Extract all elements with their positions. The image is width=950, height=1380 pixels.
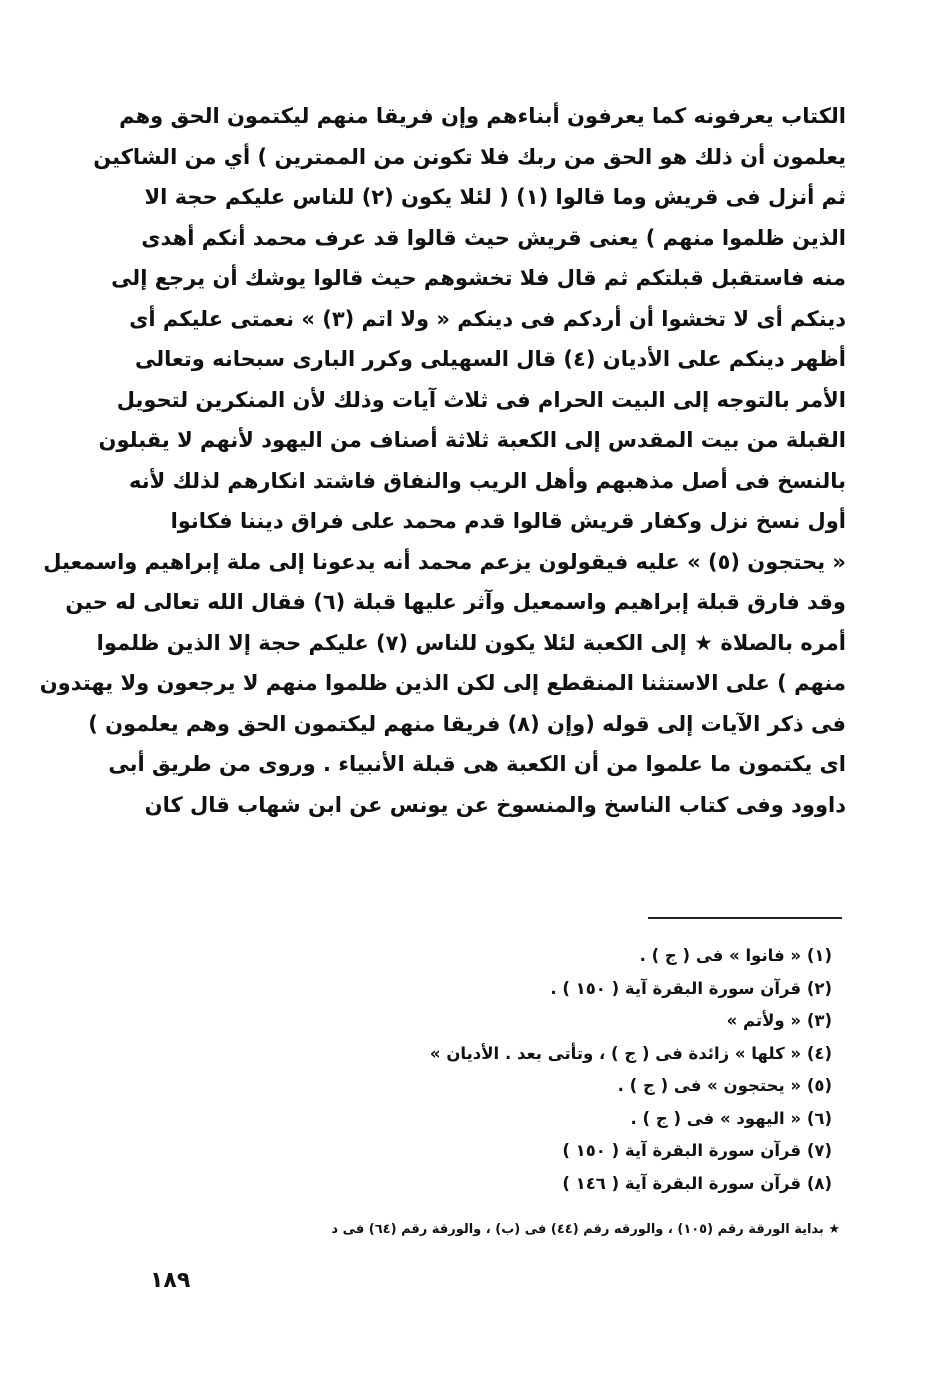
footnote: (١) « فانوا » فى ( ج ) .	[639, 946, 832, 965]
page-number: ١٨٩	[150, 1268, 191, 1293]
text-line: منه فاستقبل قبلتكم ثم قال فلا تخشوهم حيث قالوا يوشك أن يرجع إلى	[111, 266, 846, 290]
text-line: الذين ظلموا منهم ) يعنى قريش حيث قالوا قد عرف محمد أنكم أهدى	[141, 225, 846, 250]
footnote-divider	[648, 917, 842, 919]
footnote: (٧) قرآن سورة البقرة آية ( ١٥٠ )	[562, 1141, 832, 1160]
manuscript-folio-note: ★ بداية الورقة رقم (١٠٥) ، والورقه رقم (٤٤) فى (ب) ، والورقة رقم (٦٤) فى د	[331, 1222, 840, 1237]
main-text-block	[39, 96, 846, 825]
text-line: الأمر بالتوجه إلى البيت الحرام فى ثلاث آيات وذلك لأن المنكرين لتحويل	[116, 387, 846, 412]
text-line: دينكم أى لا تخشوا أن أردكم فى دينكم « ولا اتم (٣) » نعمتى عليكم أى	[129, 306, 846, 331]
footnote: (٨) قرآن سورة البقرة آية ( ١٤٦ )	[562, 1173, 832, 1193]
footnote: (٣) « ولأتم »	[726, 1011, 832, 1030]
text-line: بالنسخ فى أصل مذهبهم وأهل الريب والنفاق فاشتد انكارهم لذلك لأنه	[129, 468, 846, 493]
text-line: الكتاب يعرفونه كما يعرفون أبناءهم وإن فريقا منهم ليكتمون الحق وهم	[119, 104, 846, 128]
text-line: فى ذكر الآيات إلى قوله (وإن (٨) فريقا منهم ليكتمون الحق وهم يعلمون )	[88, 711, 846, 736]
text-line: ثم أنزل فى قريش وما قالوا (١) ( لئلا يكون (٢) للناس عليكم حجة الا	[144, 185, 846, 209]
text-line: يعلمون أن ذلك هو الحق من ربك فلا تكونن من الممترين ) أي من الشاكين	[93, 144, 846, 169]
footnote: (٦) « اليهود » فى ( ج ) .	[630, 1108, 832, 1128]
text-line: أظهر دينكم على الأديان (٤) قال السهيلى وكرر البارى سبحانه وتعالى	[135, 347, 846, 371]
footnote: (٤) « كلها » زائدة فى ( ج ) ، وتأتى بعد . الأديان »	[429, 1043, 832, 1063]
text-line: أمره بالصلاة ★ إلى الكعبة لئلا يكون للناس (٧) عليكم حجة إلا الذين ظلموا	[96, 630, 846, 655]
footnotes-block	[429, 940, 832, 1200]
footnote: (٥) « يحتجون » فى ( ج ) .	[617, 1076, 832, 1095]
text-line: منهم ) على الاستثنا المنقطع إلى لكن الذين ظلموا منهم لا يرجعون ولا يهتدون	[39, 671, 846, 695]
footnote: (٢) قرآن سورة البقرة آية ( ١٥٠ ) .	[550, 978, 832, 998]
text-line: داوود وفى كتاب الناسخ والمنسوخ عن يونس عن ابن شهاب قال كان	[144, 792, 846, 817]
text-line: اى يكتمون ما علموا من أن الكعبة هى قبلة الأنبياء . وروى من طريق أبى	[108, 752, 846, 776]
text-line: « يحتجون (٥) » عليه فيقولون يزعم محمد أنه يدعونا إلى ملة إبراهيم واسمعيل	[43, 549, 846, 574]
text-line: القبلة من بيت المقدس إلى الكعبة ثلاثة أصناف من اليهود لأنهم لا يقبلون	[98, 428, 846, 452]
text-line: وقد فارق قبلة إبراهيم واسمعيل وآثر عليها قبلة (٦) فقال الله تعالى له حين	[65, 590, 846, 614]
text-line: أول نسخ نزل وكفار قريش قالوا قدم محمد على فراق ديننا فكانوا	[170, 509, 846, 533]
